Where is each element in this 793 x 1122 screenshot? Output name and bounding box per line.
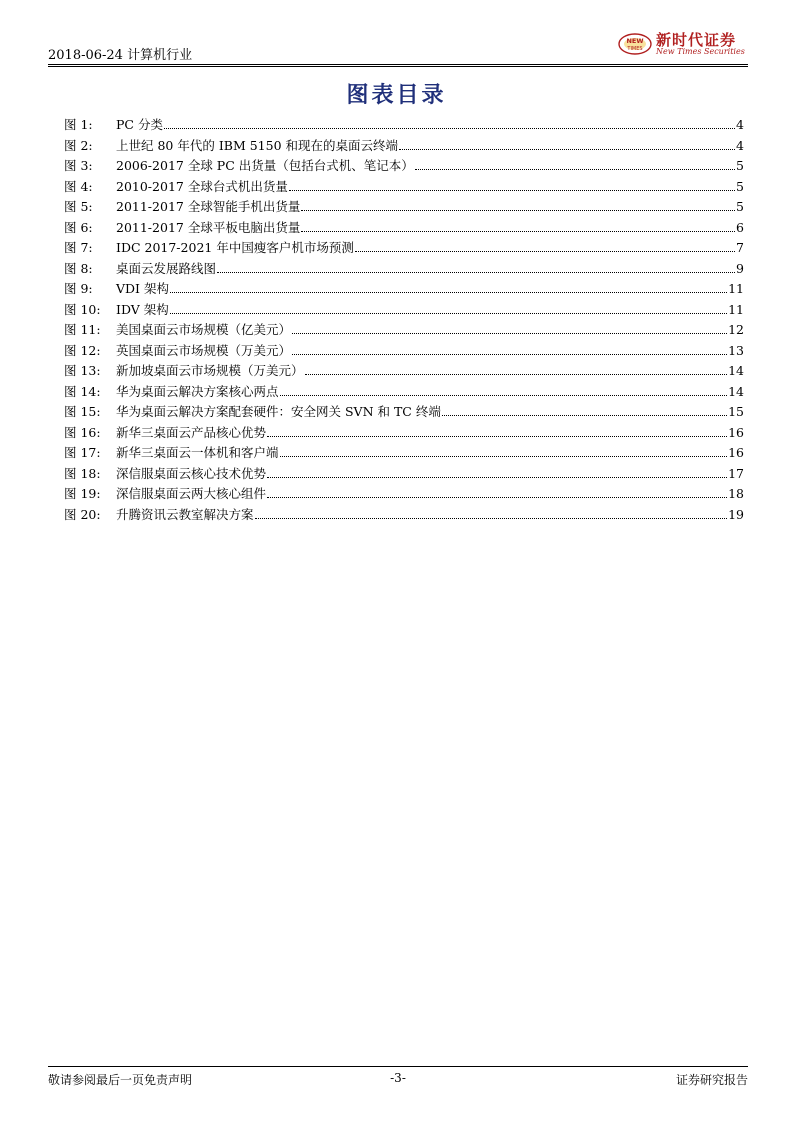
toc-page-number: 4	[736, 117, 744, 132]
toc-figure-label: 图 2:	[64, 137, 93, 153]
toc-page-number: 14	[728, 383, 744, 399]
toc-figure-title: 2011-2017 全球智能手机出货量	[116, 199, 301, 214]
footer-divider	[48, 1066, 748, 1067]
toc-entry[interactable]	[64, 423, 744, 444]
svg-text:TIMES: TIMES	[627, 46, 643, 52]
toc-dot-leader	[355, 250, 735, 252]
toc-dot-leader	[292, 353, 727, 355]
toc-figure-label: 图 13:	[64, 363, 101, 378]
toc-entry[interactable]	[64, 177, 744, 198]
toc-figure-title: 升腾资讯云教室解决方案	[116, 506, 254, 522]
toc-dot-leader	[280, 455, 728, 457]
toc-page-number: 12	[728, 322, 744, 337]
page-footer	[48, 1071, 748, 1089]
toc-figure-title: 深信服桌面云两大核心组件	[116, 486, 267, 501]
footer-report-type: 证券研究报告	[675, 1073, 748, 1087]
toc-entry[interactable]	[64, 464, 744, 485]
toc-page-number: 13	[728, 342, 744, 358]
toc-dot-leader	[280, 394, 728, 396]
toc-figure-title: 新加坡桌面云市场规模（万美元）	[116, 363, 304, 378]
svg-text:NEW: NEW	[626, 37, 644, 45]
toc-figure-title: 2006-2017 全球 PC 出货量（包括台式机、笔记本）	[116, 158, 414, 173]
toc-figure-title: 上世纪 80 年代的 IBM 5150 和现在的桌面云终端	[116, 137, 399, 153]
toc-figure-label: 图 20:	[64, 506, 101, 522]
toc-figure-title: 新华三桌面云产品核心优势	[116, 424, 267, 440]
toc-figure-label: 图 6:	[64, 219, 93, 235]
toc-figure-title: 美国桌面云市场规模（亿美元）	[116, 322, 292, 337]
toc-dot-leader	[399, 148, 735, 150]
toc-figure-label: 图 9:	[64, 281, 93, 296]
toc-dot-leader	[301, 230, 735, 232]
toc-figure-label: 图 7:	[64, 240, 93, 255]
toc-dot-leader	[267, 476, 727, 478]
toc-entry[interactable]	[64, 115, 744, 136]
toc-dot-leader	[289, 189, 735, 191]
toc-entry[interactable]	[64, 197, 744, 218]
toc-page-number: 4	[736, 137, 744, 153]
footer-disclaimer-note: 敬请参阅最后一页免责声明	[48, 1073, 193, 1087]
toc-figure-label: 图 5:	[64, 199, 93, 214]
toc-entry[interactable]	[64, 238, 744, 259]
toc-entry[interactable]	[64, 341, 744, 362]
toc-figure-title: 2011-2017 全球平板电脑出货量	[116, 219, 301, 235]
toc-entry[interactable]	[64, 136, 744, 157]
toc-figure-title: IDC 2017-2021 年中国瘦客户机市场预测	[116, 240, 354, 255]
toc-dot-leader	[217, 271, 735, 273]
toc-figure-title: 英国桌面云市场规模（万美元）	[116, 342, 292, 358]
toc-figure-label: 图 18:	[64, 465, 101, 481]
toc-figure-label: 图 4:	[64, 178, 93, 194]
toc-entry[interactable]	[64, 484, 744, 505]
toc-dot-leader	[292, 332, 727, 334]
toc-figure-title: 新华三桌面云一体机和客户端	[116, 445, 279, 460]
toc-dot-leader	[255, 517, 728, 519]
page-number: -3-	[390, 1071, 406, 1085]
toc-page-number: 6	[736, 219, 744, 235]
toc-dot-leader	[442, 414, 727, 416]
toc-dot-leader	[170, 291, 727, 293]
toc-dot-leader	[267, 435, 727, 437]
header-divider	[48, 64, 748, 65]
toc-entry[interactable]	[64, 361, 744, 382]
toc-dot-leader	[164, 127, 735, 129]
toc-entry[interactable]	[64, 218, 744, 239]
toc-entry[interactable]	[64, 300, 744, 321]
toc-figure-label: 图 11:	[64, 322, 101, 337]
toc-figure-label: 图 10:	[64, 301, 101, 317]
toc-figure-title: VDI 架构	[116, 281, 169, 296]
company-logo	[618, 30, 748, 60]
toc-figure-label: 图 15:	[64, 404, 101, 419]
toc-figure-label: 图 17:	[64, 445, 101, 460]
toc-page-number: 11	[728, 301, 744, 317]
toc-figure-title: 深信服桌面云核心技术优势	[116, 465, 267, 481]
page-title: 图表目录	[346, 83, 447, 108]
toc-entry[interactable]	[64, 505, 744, 526]
toc-entry[interactable]	[64, 156, 744, 177]
toc-figure-label: 图 14:	[64, 383, 101, 399]
toc-dot-leader	[170, 312, 727, 314]
logo-english-name: New Times Securities	[656, 47, 745, 56]
logo-chinese-name: 新时代证券	[656, 31, 737, 49]
toc-figure-title: 华为桌面云解决方案核心两点	[116, 383, 279, 399]
toc-page-number: 14	[728, 363, 744, 378]
toc-entry[interactable]	[64, 382, 744, 403]
toc-figure-label: 图 1:	[64, 117, 93, 132]
toc-page-number: 11	[728, 281, 744, 296]
toc-page-number: 16	[728, 424, 744, 440]
toc-page-number: 5	[736, 158, 744, 173]
toc-figure-label: 图 16:	[64, 424, 101, 440]
toc-figure-label: 图 8:	[64, 260, 93, 276]
header-divider-thin	[48, 66, 748, 67]
toc-page-number: 19	[728, 506, 744, 522]
toc-entry[interactable]	[64, 259, 744, 280]
toc-figure-title: 2010-2017 全球台式机出货量	[116, 178, 288, 194]
toc-figure-title: 桌面云发展路线图	[116, 260, 217, 276]
toc-figure-title: PC 分类	[116, 117, 163, 132]
toc-page-number: 7	[736, 240, 744, 255]
toc-dot-leader	[305, 373, 728, 375]
toc-page-number: 9	[736, 260, 744, 276]
toc-entry[interactable]	[64, 320, 744, 341]
toc-figure-label: 图 19:	[64, 486, 101, 501]
toc-entry[interactable]	[64, 443, 744, 464]
toc-figure-label: 图 12:	[64, 342, 101, 358]
toc-figure-title: IDV 架构	[116, 301, 169, 317]
toc-dot-leader	[415, 168, 735, 170]
header-date-industry: 2018-06-24 计算机行业	[48, 48, 193, 63]
toc-page-number: 15	[728, 404, 744, 419]
toc-figure-title: 华为桌面云解决方案配套硬件：安全网关 SVN 和 TC 终端	[116, 404, 441, 419]
toc-page-number: 17	[728, 465, 744, 481]
toc-entry[interactable]	[64, 402, 744, 423]
logo-mark-icon	[618, 32, 652, 56]
toc-entry[interactable]	[64, 279, 744, 300]
toc-page-number: 5	[736, 199, 744, 214]
toc-page-number: 5	[736, 178, 744, 194]
toc-dot-leader	[267, 496, 727, 498]
figure-index-list	[64, 115, 744, 525]
toc-page-number: 18	[728, 486, 744, 501]
page-header	[48, 31, 748, 64]
toc-dot-leader	[301, 209, 735, 211]
toc-page-number: 16	[728, 445, 744, 460]
toc-figure-label: 图 3:	[64, 158, 93, 173]
